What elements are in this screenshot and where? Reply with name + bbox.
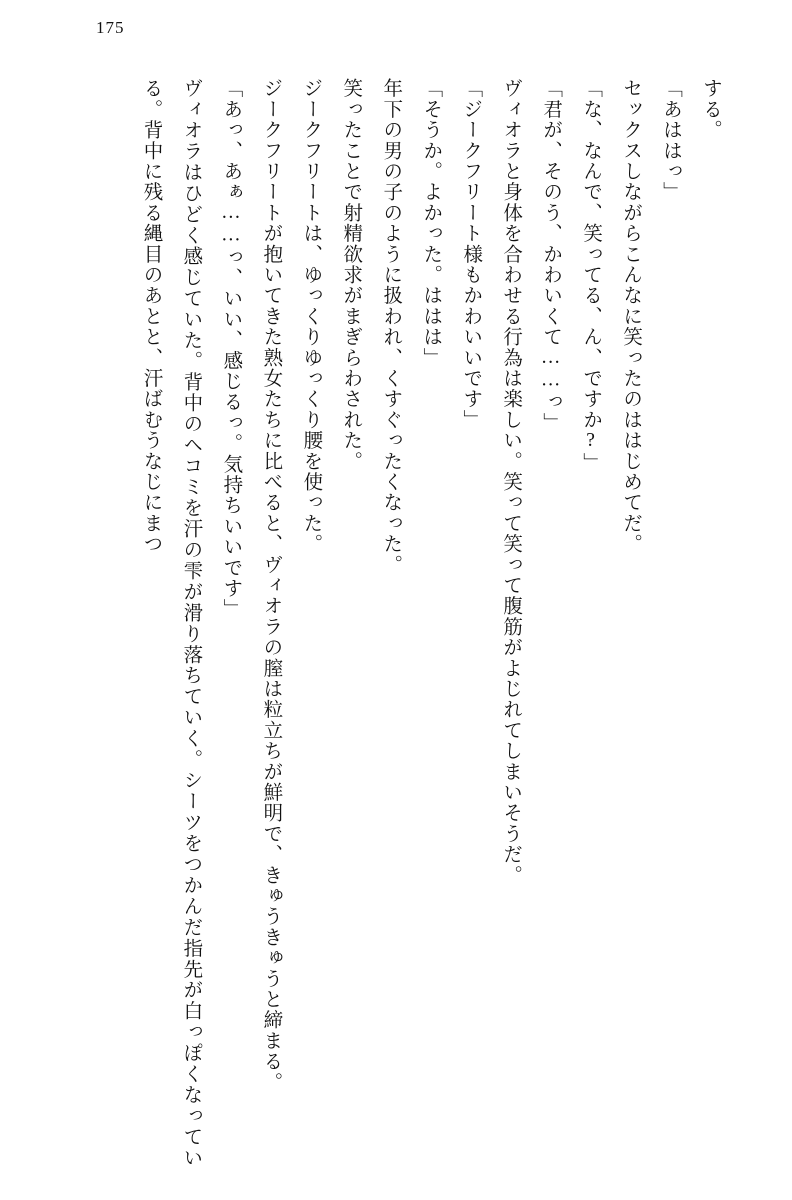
paragraph: ジークフリートが抱いてきた熟女たちに比べると、ヴィオラの膣は粒立ちが鮮明で、きゅうきゅうと締まる。	[260, 78, 282, 1093]
paragraph: ヴィオラと身体を合わせる行為は楽しい。笑って笑って腹筋がよじれてしまいそうだ。	[500, 78, 522, 886]
paragraph: 「な、なんで、笑ってる、ん、ですか?」	[580, 78, 602, 473]
page-body-text	[58, 78, 730, 1168]
paragraph: 「あははっ」	[660, 78, 682, 203]
paragraph: 「あっ、あぁ……っ、いい、感じるっ。気持ちいいです」	[220, 78, 242, 620]
paragraph: する。	[700, 78, 721, 141]
paragraph: 笑ったことで射精欲求がまぎらわされた。	[340, 78, 362, 472]
paragraph: 「そうか。よかった。ははは」	[420, 78, 442, 368]
paragraph: ジークフリートは、ゆっくりゆっくり腰を使った。	[300, 78, 322, 555]
page-number: 175	[96, 18, 125, 37]
paragraph: セックスしながらこんなに笑ったのははじめてだ。	[620, 78, 642, 555]
paragraph: 「君が、そのう、かわいくて……っ」	[540, 78, 562, 433]
paragraph: ヴィオラはひどく感じていた。背中のヘコミを汗の雫が滑り落ちていく。シーツをつかんだ指先が白っぽくなっている。背中に残る縄目のあとと、汗ばむうなじにまつ	[140, 78, 202, 1168]
paragraph: 年下の男の子のように扱われ、くすぐったくなった。	[380, 78, 402, 575]
paragraph: 「ジークフリート様もかわいいです」	[460, 78, 482, 430]
